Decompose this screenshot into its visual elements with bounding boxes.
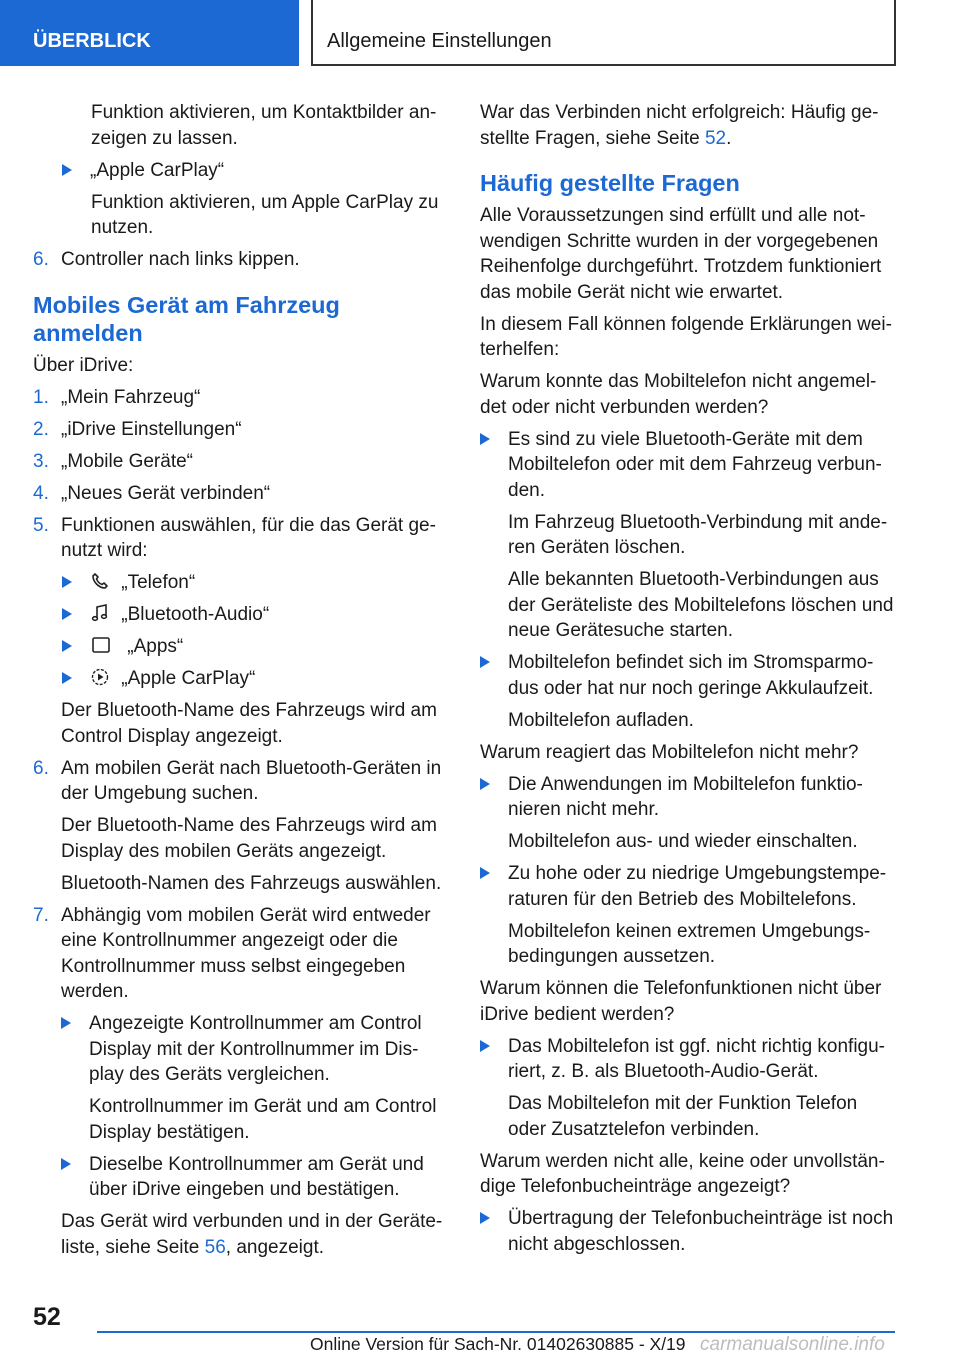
page-number: 52 <box>33 1303 61 1331</box>
list-item: Die Anwendungen im Mobiltelefon funktio-nieren nicht mehr. <box>480 772 895 823</box>
faq-question: Warum können die Telefonfunktionen nicht über iDrive bedient werden? <box>480 978 882 1025</box>
list-item: „Bluetooth-Audio“ <box>62 602 448 628</box>
paragraph: Über iDrive: <box>33 354 134 376</box>
list-item: „Apple CarPlay“ <box>62 158 448 184</box>
triangle-bullet-icon <box>62 158 72 184</box>
paragraph: Alle bekannten Bluetooth-Verbindungen aus der Geräteliste des Mobiltelefons löschen und neue Gerätesuche starten. <box>508 569 894 641</box>
triangle-bullet-icon <box>62 666 72 692</box>
triangle-bullet-icon <box>480 1034 490 1060</box>
apps-icon <box>90 635 116 655</box>
faq-question: Warum werden nicht alle, keine oder unvollstän-dige Telefonbucheinträge angezeigt? <box>480 1150 885 1197</box>
step-item: 5. Funktionen auswählen, für die das Gerät ge-nutzt wird: <box>33 514 436 561</box>
section-tab: ÜBERBLICK <box>0 0 299 66</box>
list-item: Dieselbe Kontrollnummer am Gerät und über iDrive eingeben und bestätigen. <box>61 1152 448 1203</box>
footer-text: Online Version für Sach-Nr. 01402630885 - X/19 <box>310 1334 686 1354</box>
triangle-bullet-icon <box>61 1152 71 1178</box>
footer-divider <box>97 1331 895 1333</box>
section-heading: Mobiles Gerät am Fahrzeug anmelden <box>33 291 340 346</box>
faq-question: Warum reagiert das Mobiltelefon nicht mehr? <box>480 741 859 763</box>
chapter-title: Allgemeine Einstellungen <box>311 0 896 66</box>
triangle-bullet-icon <box>62 570 72 596</box>
list-item: Das Mobiltelefon ist ggf. nicht richtig konfigu-riert, z. B. als Bluetooth-Audio-Gerät. <box>480 1034 895 1085</box>
paragraph: Alle Voraussetzungen sind erfüllt und alle not-wendigen Schritte wurden in der vorgegebenen Reihenfolge durchgeführt. Trotzdem funktioniert das mobile Gerät nicht wie erwartet. <box>480 205 882 303</box>
step-item: 6. Controller nach links kippen. <box>33 247 448 273</box>
paragraph: Mobiltelefon keinen extremen Umgebungs-bedingungen aussetzen. <box>508 920 871 967</box>
page-header <box>0 0 960 66</box>
triangle-bullet-icon <box>480 772 490 798</box>
triangle-bullet-icon <box>480 427 490 453</box>
triangle-bullet-icon <box>61 1011 71 1037</box>
list-item: Zu hohe oder zu niedrige Umgebungstempe-raturen für den Betrieb des Mobiltelefons. <box>480 861 895 912</box>
step-item: 6. Am mobilen Gerät nach Bluetooth-Geräten in der Umgebung suchen. <box>33 757 442 804</box>
triangle-bullet-icon <box>480 650 490 676</box>
list-item: „Telefon“ <box>62 570 448 596</box>
triangle-bullet-icon <box>62 602 72 628</box>
list-item: Es sind zu viele Bluetooth-Geräte mit dem Mobiltelefon oder mit dem Fahrzeug verbun-den. <box>480 427 895 504</box>
paragraph: Mobiltelefon aus- und wieder einschalten. <box>508 831 858 852</box>
paragraph: Funktion aktivieren, um Apple CarPlay zu nutzen. <box>91 191 439 238</box>
paragraph: Das Mobiltelefon mit der Funktion Telefon oder Zusatztelefon verbinden. <box>508 1093 858 1140</box>
play-circle-icon <box>90 667 110 687</box>
step-item: 2. „iDrive Einstellungen“ <box>33 418 242 440</box>
watermark: carmanualsonline.info <box>700 1334 885 1355</box>
step-item: 7. Abhängig vom mobilen Gerät wird entweder eine Kontrollnummer angezeigt oder die Kontrollnummer muss selbst eingegeben werden. <box>33 904 431 1002</box>
triangle-bullet-icon <box>480 1206 490 1232</box>
music-note-icon <box>90 603 110 623</box>
paragraph: Der Bluetooth-Name des Fahrzeugs wird am Control Display angezeigt. <box>61 700 437 747</box>
paragraph: Im Fahrzeug Bluetooth-Verbindung mit ande-ren Geräten löschen. <box>508 511 888 558</box>
paragraph: Das Gerät wird verbunden und in der Geräte-liste, siehe Seite 56, angezeigt. <box>61 1211 443 1258</box>
list-item: Mobiltelefon befindet sich im Stromsparmo-dus oder hat nur noch geringe Akkulaufzeit. <box>480 650 895 701</box>
faq-question: Warum konnte das Mobiltelefon nicht angemel-det oder nicht verbunden werden? <box>480 371 877 418</box>
section-heading: Häufig gestellte Fragen <box>480 170 740 196</box>
paragraph: War das Verbinden nicht erfolgreich: Häufig ge-stellte Fragen, siehe Seite 52. <box>480 102 879 149</box>
paragraph: Mobiltelefon aufladen. <box>508 709 694 731</box>
paragraph: Funktion aktivieren, um Kontaktbilder an-zeigen zu lassen. <box>91 102 437 149</box>
paragraph: In diesem Fall können folgende Erklärungen wei-terhelfen: <box>480 313 892 360</box>
paragraph: Bluetooth-Namen des Fahrzeugs auswählen. <box>61 872 442 894</box>
step-item: 3. „Mobile Geräte“ <box>33 450 193 472</box>
right-column <box>480 100 895 1264</box>
left-column <box>33 100 448 1267</box>
page-link[interactable]: 56 <box>204 1236 226 1258</box>
triangle-bullet-icon <box>480 861 490 887</box>
list-item: Übertragung der Telefonbucheinträge ist noch nicht abgeschlossen. <box>480 1206 895 1257</box>
list-item: „Apple CarPlay“ <box>62 666 448 692</box>
list-item: Angezeigte Kontrollnummer am Control Display mit der Kontrollnummer im Dis-play des Geräts vergleichen. <box>61 1011 448 1088</box>
step-item: 1. „Mein Fahrzeug“ <box>33 386 201 408</box>
step-item: 4. „Neues Gerät verbinden“ <box>33 482 271 504</box>
paragraph: Der Bluetooth-Name des Fahrzeugs wird am Display des mobilen Geräts angezeigt. <box>61 815 437 862</box>
page-link[interactable]: 52 <box>704 127 727 149</box>
phone-icon <box>90 571 110 591</box>
triangle-bullet-icon <box>62 634 72 660</box>
paragraph: Kontrollnummer im Gerät und am Control Display bestätigen. <box>89 1096 437 1143</box>
step-number: 6. <box>33 249 49 270</box>
list-item: „Apps“ <box>62 634 448 660</box>
